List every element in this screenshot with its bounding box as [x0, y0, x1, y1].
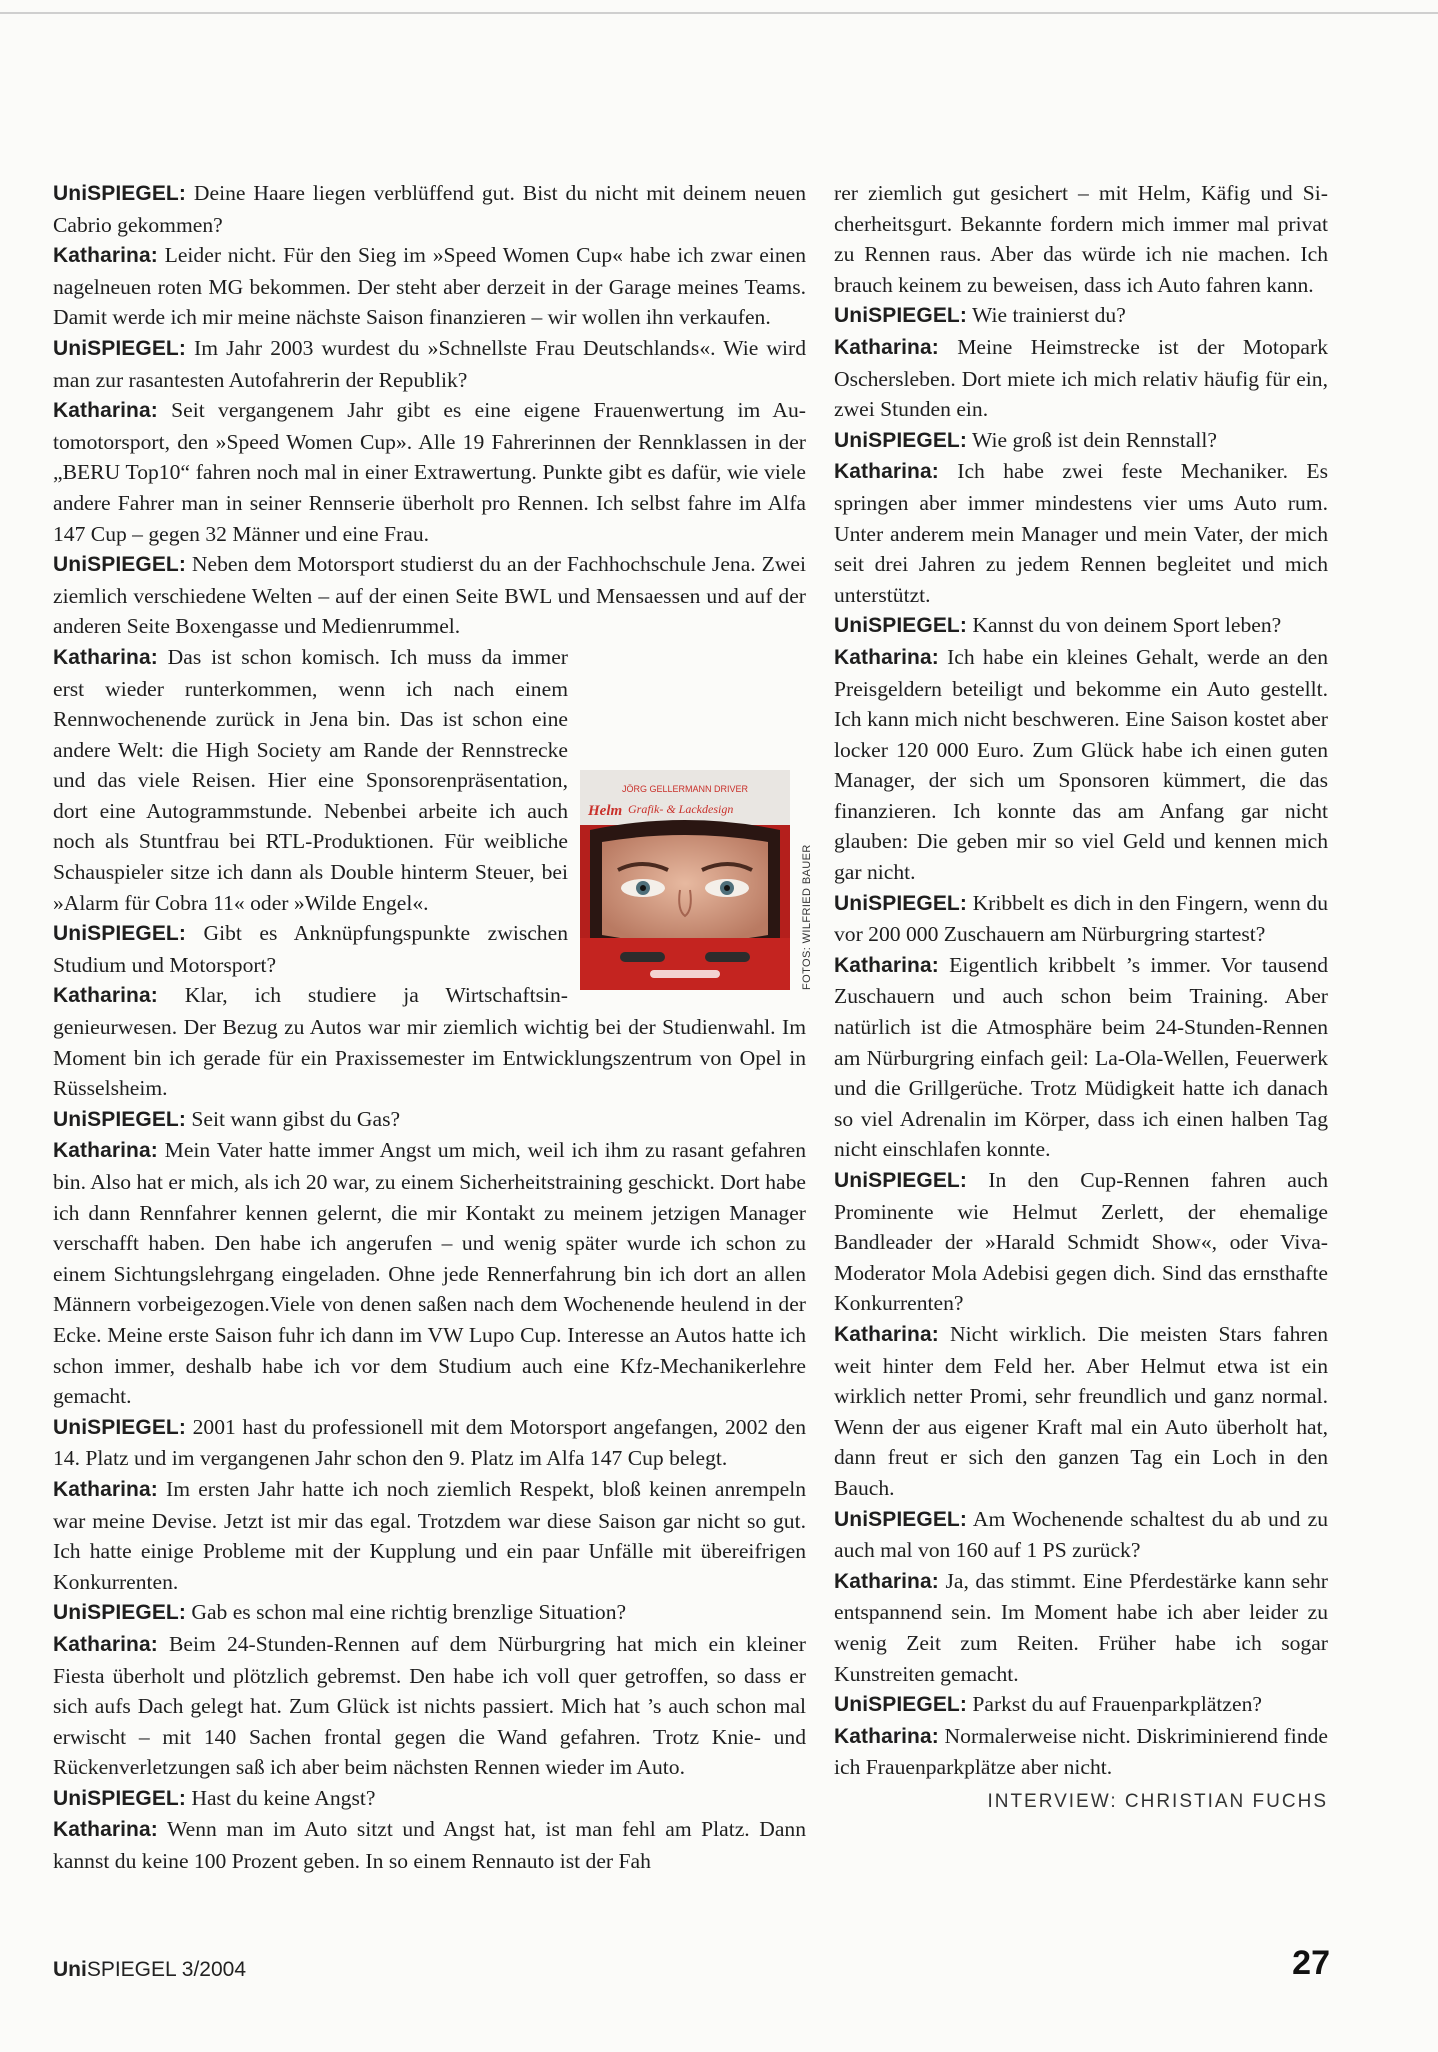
interview-paragraph [834, 888, 1328, 950]
speaker-label: UniSPIEGEL: [53, 1786, 186, 1810]
speaker-label: UniSPIEGEL: [834, 891, 967, 915]
paragraph-text: Parkst du auf Frauenparkplätzen? [966, 1692, 1262, 1717]
interview-paragraph [53, 1629, 806, 1783]
paragraph-text: Seit wann gibst du Gas? [185, 1106, 401, 1131]
paragraph-text: Leider nicht. Für den Sieg im »Speed Women Cup« habe ich zwar einen nagelneuen roten MG bekommen. Der steht aber derzeit in der Garage meines Teams. Damit werde ich mir meine nächste Saison finanzieren – wir wollen ihn verkaufen. [53, 243, 806, 330]
speaker-label: Katharina: [53, 1139, 158, 1163]
interview-paragraph [834, 1319, 1328, 1504]
top-rule [0, 12, 1438, 14]
helmet-brand-text: Helm [588, 802, 623, 819]
paragraph-text: Klar, ich studiere ja Wirtschaftsingenieurwesen. Der Bezug zu Autos war mir ziemlich wichtig bei der Studienwahl. Im Moment bin ich gerade für ein Praxissemester im Entwicklungszentrum von Opel in Rüsselsheim. [53, 983, 806, 1101]
paragraph-text: Das ist schon komisch. Ich muss da immer erst wieder runterkommen, wenn ich nach einem Rennwochenende zurück in Jena bin. Das ist schon eine andere Welt: die High Society am Rande der Rennstrecke und das viele Reisen. Hier eine Sponsorenpräsentation, dort eine Autogrammstunde. Nebenbei arbeite ich auch noch als Stuntfrau bei RTL-Produktionen. Für weibliche Schauspieler sitze ich dann als Double hinterm Steuer, bei »Alarm für Cobra 11« oder »Wilde Engel«. [53, 644, 568, 915]
interview-paragraph [834, 642, 1328, 888]
paragraph-text: Wie trainierst du? [966, 303, 1126, 328]
paragraph-text: Neben dem Motorsport studierst du an der Fachhochschule Jena. Zwei ziemlich verschiedene Welten – auf der einen Seite BWL und Mensaessen und auf der anderen Seite Boxengasse und Medienrummel. [53, 552, 806, 639]
speaker-label: Katharina: [53, 645, 158, 669]
paragraph-text: Mein Vater hatte immer Angst um mich, weil ich ihm zu rasant gefahren bin. Also hat er mich, als ich 20 war, zu einem Sicherheitstraining geschickt. Dort habe ich dann Rennfahrer kennen gelernt, die mir Kontakt zu meinem jetzigen Manager verschafft haben. Den habe ich angerufen – und wenig später wurde ich schon zu einem Sichtungslehrgang eingeladen. Ohne jede Rennerfahrung bin ich dort an allen Männern vorbeigezogen.Viele von denen saßen nach dem Wochenende heulend in der Ecke. Meine erste Saison fuhr ich dann im VW Lupo Cup. Interesse an Autos hatte ich schon immer, deshalb habe ich vor dem Studium auch eine Kfz-Mechanikerlehre gemacht. [53, 1138, 806, 1409]
paragraph-text: Meine Heimstrecke ist der Motopark Oschersleben. Dort miete ich mich relativ häufig für ein, zwei Stunden ein. [834, 334, 1328, 422]
footer-brand-spiegel: SPIEGEL [86, 1958, 176, 1981]
interview-paragraph [53, 1814, 806, 1876]
left-column [53, 178, 813, 1877]
chin-vent-left [620, 952, 665, 962]
paragraph-text: Am Wochenende schaltest du ab und zu auch mal von 160 auf 1 PS zurück? [834, 1506, 1328, 1563]
speaker-label: Katharina: [834, 335, 939, 359]
paragraph-text: 2001 hast du professionell mit dem Motorsport angefangen, 2002 den 14. Platz und im vergangenen Jahr schon den 9. Platz im Alfa 147 Cup belegt. [53, 1414, 806, 1471]
interview-paragraph [834, 425, 1328, 457]
helmet-sponsor-line1: JÖRG GELLERMANN DRIVER [621, 783, 749, 794]
speaker-label: UniSPIEGEL: [53, 1601, 186, 1625]
paragraph-text: In den Cup-Rennen fahren auch Prominente wie Helmut Zerlett, der ehemalige Bandleader der »Harald Schmidt Show«, oder Viva-Moderator Mola Adebisi gegen dich. Sind das ernsthafte Konkurrenten? [834, 1168, 1328, 1316]
paragraph-text: Ja, das stimmt. Eine Pferdestärke kann sehr entspannend sein. Im Moment habe ich aber leider zu wenig Zeit zum Reiten. Früher habe ich sogar Kunstreiten gemacht. [834, 1568, 1328, 1686]
footer-issue-number: 3/2004 [181, 1958, 247, 1981]
speaker-label: UniSPIEGEL: [834, 1507, 967, 1531]
interview-paragraph [834, 1504, 1328, 1566]
speaker-label: Katharina: [834, 1322, 939, 1346]
footer-issue [53, 1958, 246, 1982]
speaker-label: UniSPIEGEL: [834, 1169, 967, 1192]
paragraph-text: Hast du keine Angst? [185, 1785, 376, 1810]
speaker-label: UniSPIEGEL: [53, 182, 186, 205]
speaker-label: UniSPIEGEL: [53, 553, 186, 577]
paragraph-text: Kribbelt es dich in den Fingern, wenn du vor 200 000 Zuschauern am Nürburgring startest? [834, 890, 1328, 947]
speaker-label: Katharina: [834, 460, 939, 484]
interview-paragraph [834, 1566, 1328, 1689]
photo-figure [580, 760, 813, 1000]
speaker-label: UniSPIEGEL: [834, 304, 967, 328]
paragraph-text: Wenn man im Auto sitzt und Angst hat, ist man fehl am Platz. Dann kannst du keine 100 Prozent geben. In so einem Rennauto ist der Fah [53, 1817, 806, 1874]
speaker-label: Katharina: [53, 984, 158, 1008]
speaker-label: UniSPIEGEL: [53, 1107, 186, 1131]
photo-credit: FOTOS: WILFRIED BAUER [801, 844, 813, 990]
speaker-label: Katharina: [53, 399, 158, 423]
interview-paragraph [53, 1783, 806, 1815]
paragraph-text: Seit vergangenem Jahr gibt es eine eigene Frauenwertung im Automotorsport, den »Speed Women Cup». Alle 19 Fahrerinnen der Rennklassen in der „BERU Top10“ fahren noch mal in einer Extrawertung. Punkte gibt es dafür, wie viele andere Fahrer man in seiner Rennserie überholt pro Rennen. Ich selbst fahre im Alfa 147 Cup – gegen 32 Männer und eine Frau. [53, 398, 806, 546]
interview-paragraph [834, 332, 1328, 425]
interview-paragraph [834, 1165, 1328, 1319]
speaker-label: UniSPIEGEL: [834, 614, 967, 638]
chin-stripe [650, 970, 720, 978]
paragraph-text: Beim 24-Stunden-Rennen auf dem Nürburgring hat mich ein kleiner Fiesta überholt und plötzlich gebremst. Den habe ich voll quer getroffen, so dass er sich aufs Dach gelegt hat. Zum Glück ist nichts passiert. Mich hat ’s auch schon mal erwischt – mit 140 Sachen frontal gegen die Wand gefahren. Trotz Knie- und Rückenverletzungen saß ich aber beim nächsten Rennen wieder im Auto. [53, 1631, 806, 1780]
speaker-label: Katharina: [53, 1477, 158, 1501]
paragraph-text: Nicht wirklich. Die meisten Stars fahren weit hinter dem Feld her. Aber Helmut etwa ist ein wirklich netter Promi, sehr freundlich und ganz normal. Wenn der aus eigener Kraft mal ein Auto überholt hat, dann freut er sich den ganzen Tag ein Loch in den Bauch. [834, 1321, 1328, 1500]
speaker-label: Katharina: [834, 953, 939, 977]
speaker-label: UniSPIEGEL: [834, 428, 967, 452]
speaker-label: UniSPIEGEL: [53, 1415, 186, 1439]
speaker-label: Katharina: [834, 1569, 939, 1593]
paragraph-text: Normalerweise nicht. Diskriminierend finde ich Frauenparkplätze aber nicht. [834, 1723, 1328, 1780]
interview-paragraph [53, 240, 806, 333]
speaker-label: UniSPIEGEL: [53, 336, 186, 360]
paragraph-text: Kannst du von deinem Sport leben? [966, 613, 1282, 638]
speaker-label: Katharina: [53, 1818, 158, 1842]
interview-paragraph [53, 1597, 806, 1629]
interview-paragraph [53, 1474, 806, 1597]
speaker-label: Katharina: [834, 1724, 939, 1748]
paragraph-text: Wie groß ist dein Rennstall? [966, 427, 1217, 452]
interview-paragraph [53, 1104, 806, 1136]
interview-byline: INTERVIEW: CHRISTIAN FUCHS [987, 1790, 1328, 1812]
speaker-label: Katharina: [53, 1632, 158, 1656]
speaker-label: UniSPIEGEL: [834, 1693, 967, 1717]
interview-paragraph [834, 456, 1328, 610]
driver-helmet-photo [580, 770, 790, 990]
paragraph-text: Im Jahr 2003 wurdest du »Schnellste Frau Deutschlands«. Wie wird man zur rasantesten Autofahrerin der Republik? [53, 335, 806, 392]
interview-paragraph [834, 1689, 1328, 1721]
helmet-chin [580, 938, 790, 990]
paragraph-text: Ich habe zwei feste Mechaniker. Es springen aber immer mindestens vier ums Auto rum. Unter anderem mein Manager und mein Vater, der mich seit drei Jahren zu jedem Rennen begleitet und mich unterstützt. [834, 459, 1328, 607]
interview-paragraph [53, 178, 806, 240]
paragraph-text: Gab es schon mal eine richtig brenzlige Situation? [185, 1600, 627, 1625]
interview-paragraph [53, 1412, 806, 1474]
paragraph-text: Im ersten Jahr hatte ich noch ziemlich Respekt, bloß keinen anrempeln war meine Devise. Jetzt ist mir das egal. Trotzdem war diese Saison gar nicht so gut. Ich hatte einige Probleme mit der Kupplung und ein paar Unfälle mit übereifrigen Konkurrenten. [53, 1476, 806, 1594]
paragraph-text: Gibt es Anknüpfungspunkte zwischen Studium und Motorsport? [53, 921, 568, 977]
interview-paragraph [834, 950, 1328, 1165]
interview-paragraph [53, 549, 806, 642]
interview-paragraph [53, 395, 806, 549]
speaker-label: Katharina: [53, 244, 158, 268]
interview-paragraph [53, 1135, 806, 1411]
paragraph-text: Ich habe ein kleines Gehalt, werde an den Preisgeldern beteiligt und bekomme ein Auto gestellt. Ich kann mich nicht beschweren. Eine Saison kostet aber locker 120 000 Euro. Zum Glück habe ich einen guten Manager, der sich um Sponsoren kümmert, die das finanzieren. Ich konnte das am Anfang gar nicht glauben: Die geben mir so viel Geld und kennen mich gar nicht. [834, 644, 1328, 885]
interview-paragraph [834, 1721, 1328, 1783]
interview-paragraph [834, 610, 1328, 642]
speaker-label: UniSPIEGEL: [53, 922, 186, 946]
interview-paragraph [53, 333, 806, 395]
footer-brand-uni: Uni [53, 1958, 87, 1981]
paragraph-text: Eigentlich kribbelt ’s immer. Vor tausend Zuschauern und auch schon beim Training. Aber natürlich ist die Atmosphäre beim 24-Stunden-Rennen am Nürburgring einfach geil: La-Ola-Wellen, Feuerwerk und die Grillgerüche. Trotz Müdigkeit hatte ich danach so viel Adrenalin im Körper, dass ich einen halben Tag nicht einschlafen konnte. [834, 952, 1328, 1162]
paragraph-text: rer ziemlich gut gesichert – mit Helm, Käfig und Sicherheitsgurt. Bekannte fordern mich immer mal privat zu Rennen raus. Aber das würde ich nie machen. Ich brauch keinem zu beweisen, dass ich Auto fahren kann. [834, 181, 1328, 297]
right-column [834, 178, 1328, 1817]
interview-paragraph [834, 300, 1328, 332]
chin-vent-right [705, 952, 750, 962]
speaker-label: Katharina: [834, 645, 939, 669]
page-number: 27 [1292, 1944, 1330, 1982]
paragraph-text: Deine Haare liegen verblüffend gut. Bist du nicht mit deinem neuen Cabrio gekommen? [53, 181, 806, 237]
helmet-sponsor-line2: Grafik- & Lackdesign [628, 801, 734, 816]
interview-paragraph [834, 178, 1328, 300]
helmet-face-illustration [580, 770, 790, 990]
